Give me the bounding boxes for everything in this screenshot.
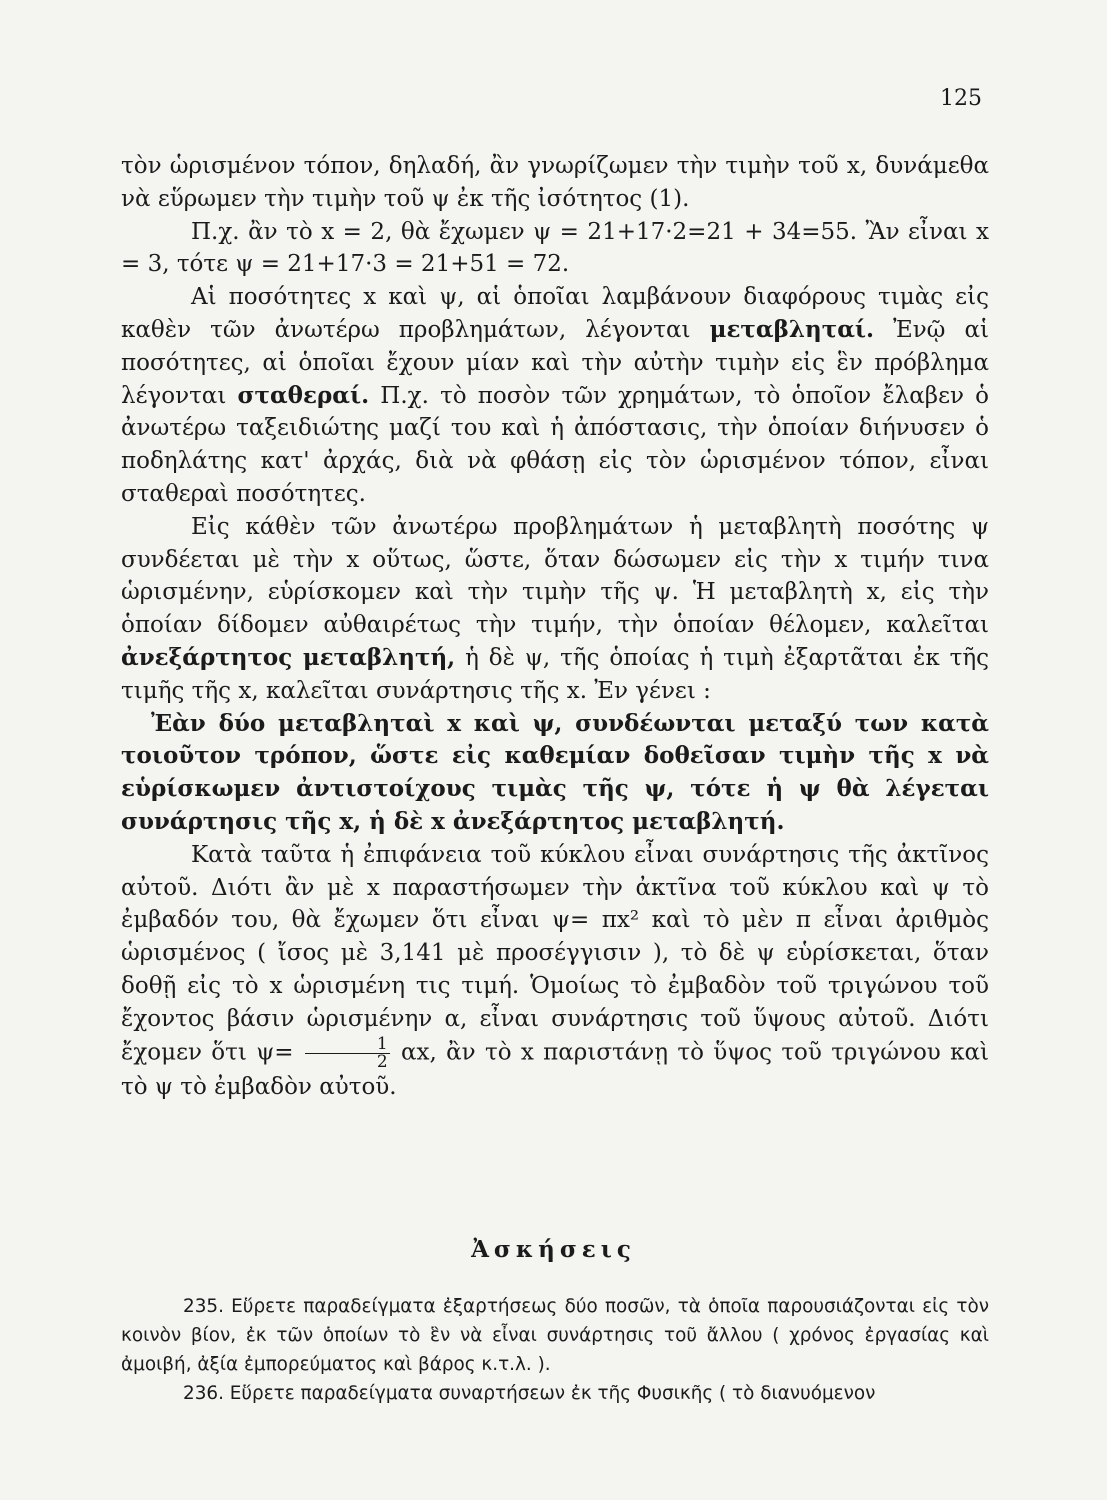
body-text <box>121 150 989 1103</box>
paragraph-variables <box>121 281 989 511</box>
term-constants: σταθεραί. <box>237 381 370 409</box>
paragraph-examples <box>121 839 989 1104</box>
page-number: 125 <box>940 86 982 111</box>
term-independent-variable: ἀνεξάρτητος μεταβλητή, <box>121 643 456 671</box>
fraction-numerator: 1 <box>305 1036 390 1054</box>
text-span: Π.χ. τὸ ποσὸν τῶν χρημάτων, τὸ ὁποῖον ἔλαβεν ὁ ἀνωτέρω ταξειδιώτης μαζί του καὶ ἡ ἀπόστασις, τὴν ὁποίαν διήνυσεν ὁ ποδηλάτης κατ' ἀρχάς, διὰ νὰ φθάσῃ εἰς τὸν ὡρισμένον τόπον, εἶναι σταθεραὶ ποσότητες. <box>121 382 989 507</box>
text-span: αx, ἂν τὸ x παριστάνῃ τὸ ὕψος τοῦ τριγώνου καὶ τὸ ψ τὸ ἐμβαδὸν αὐτοῦ. <box>121 1039 990 1100</box>
text-span: Κατὰ ταῦτα ἡ ἐπιφάνεια τοῦ κύκλου εἶναι συνάρτησις τῆς ἀκτῖνος αὐτοῦ. Διότι ἂν μὲ x παραστήσωμεν τὴν ἀκτῖνα τοῦ κύκλου καὶ ψ τὸ ἐμβαδόν του, θὰ ἔχωμεν ὅτι εἶναι ψ= πx² καὶ τὸ μὲν π εἶναι ἀριθμὸς ὡρισμένος ( ἴσος μὲ 3,141 μὲ προσέγγισιν ), τὸ δὲ ψ εὑρίσκεται, ὅταν δοθῇ εἰς τὸ x ὡρισμένη τις τιμή. Ὁμοίως τὸ ἐμβαδὸν τοῦ τριγώνου τοῦ ἔχοντος βάσιν ὡρισμένην α, εἶναι συνάρτησις τοῦ ὕψους αὐτοῦ. Διότι ἔχομεν ὅτι ψ= <box>121 841 989 1066</box>
exercise-item: 235. Εὕρετε παραδείγματα ἐξαρτήσεως δύο ποσῶν, τὰ ὁποῖα παρουσιάζονται εἰς τὸν κοινὸν βίον, ἐκ τῶν ὁποίων τὸ ἓν νὰ εἶναι συνάρτησις τοῦ ἄλλου ( χρόνος ἐργασίας καὶ ἀμοιβή, ἀξία ἐμπορεύματος καὶ βάρος κ.τ.λ. ). <box>121 1296 989 1375</box>
paragraph: τὸν ὡρισμένον τόπον, δηλαδή, ἂν γνωρίζωμεν τὴν τιμὴν τοῦ x, δυνάμεθα νὰ εὕρωμεν τὴν τιμὴν τοῦ ψ ἐκ τῆς ἰσότητος (1). <box>121 153 989 212</box>
exercises <box>121 1292 989 1408</box>
text-span: Ἐνῷ αἱ ποσότητες, αἱ ὁποῖαι ἔχουν μίαν καὶ τὴν αὐτὴν τιμὴν εἰς ἓν πρόβλημα λέγονται <box>121 316 990 409</box>
term-variables: μεταβληταί. <box>709 315 875 343</box>
paragraph-independent <box>121 511 989 708</box>
exercises-heading: Ἀσκήσεις <box>471 1236 636 1263</box>
text-span: Εἰς κάθὲν τῶν ἀνωτέρω προβλημάτων ἡ μεταβλητὴ ποσότης ψ συνδέεται μὲ τὴν x οὕτως, ὥστε, ὅταν δώσωμεν εἰς τὴν x τιμήν τινα ὡρισμένην, εὑρίσκομεν καὶ τὴν τιμὴν τῆς ψ. Ἡ μεταβλητὴ x, εἰς τὴν ὁποίαν δίδομεν αὐθαιρέτως τὴν τιμήν, τὴν ὁποίαν θέλομεν, καλεῖται <box>121 513 989 639</box>
fraction-denominator: 2 <box>376 1051 388 1072</box>
definition: Ἐὰν δύο μεταβληταὶ x καὶ ψ, συνδέωνται μεταξύ των κατὰ τοιοῦτον τρόπον, ὥστε εἰς καθεμίαν δοθεῖσαν τιμὴν τῆς x νὰ εὑρίσκωμεν ἀντιστοίχους τιμὰς τῆς ψ, τότε ἡ ψ θὰ λέγεται συνάρτησις τῆς x, ἡ δὲ x ἀνεξάρτητος μεταβλητή. <box>121 709 989 835</box>
text-span: ἡ δὲ ψ, τῆς ὁποίας ἡ τιμὴ ἐξαρτᾶται ἐκ τῆς τιμῆς τῆς x, καλεῖται συνάρτησις τῆς x. Ἐν γένει : <box>121 644 989 704</box>
fraction <box>305 1033 390 1072</box>
text-span: Αἱ ποσότητες x καὶ ψ, αἱ ὁποῖαι λαμβάνουν διαφόρους τιμὰς εἰς καθὲν τῶν ἀνωτέρω προβλημάτων, λέγονται <box>121 284 989 343</box>
paragraph: Π.χ. ἂν τὸ x = 2, θὰ ἔχωμεν ψ = 21+17·2=21 + 34=55. Ἂν εἶναι x = 3, τότε ψ = 21+17·3 = 21+51 = 72. <box>121 218 989 278</box>
exercise-item: 236. Εὕρετε παραδείγματα συναρτήσεων ἐκ τῆς Φυσικῆς ( τὸ διανυόμενον <box>183 1383 876 1404</box>
